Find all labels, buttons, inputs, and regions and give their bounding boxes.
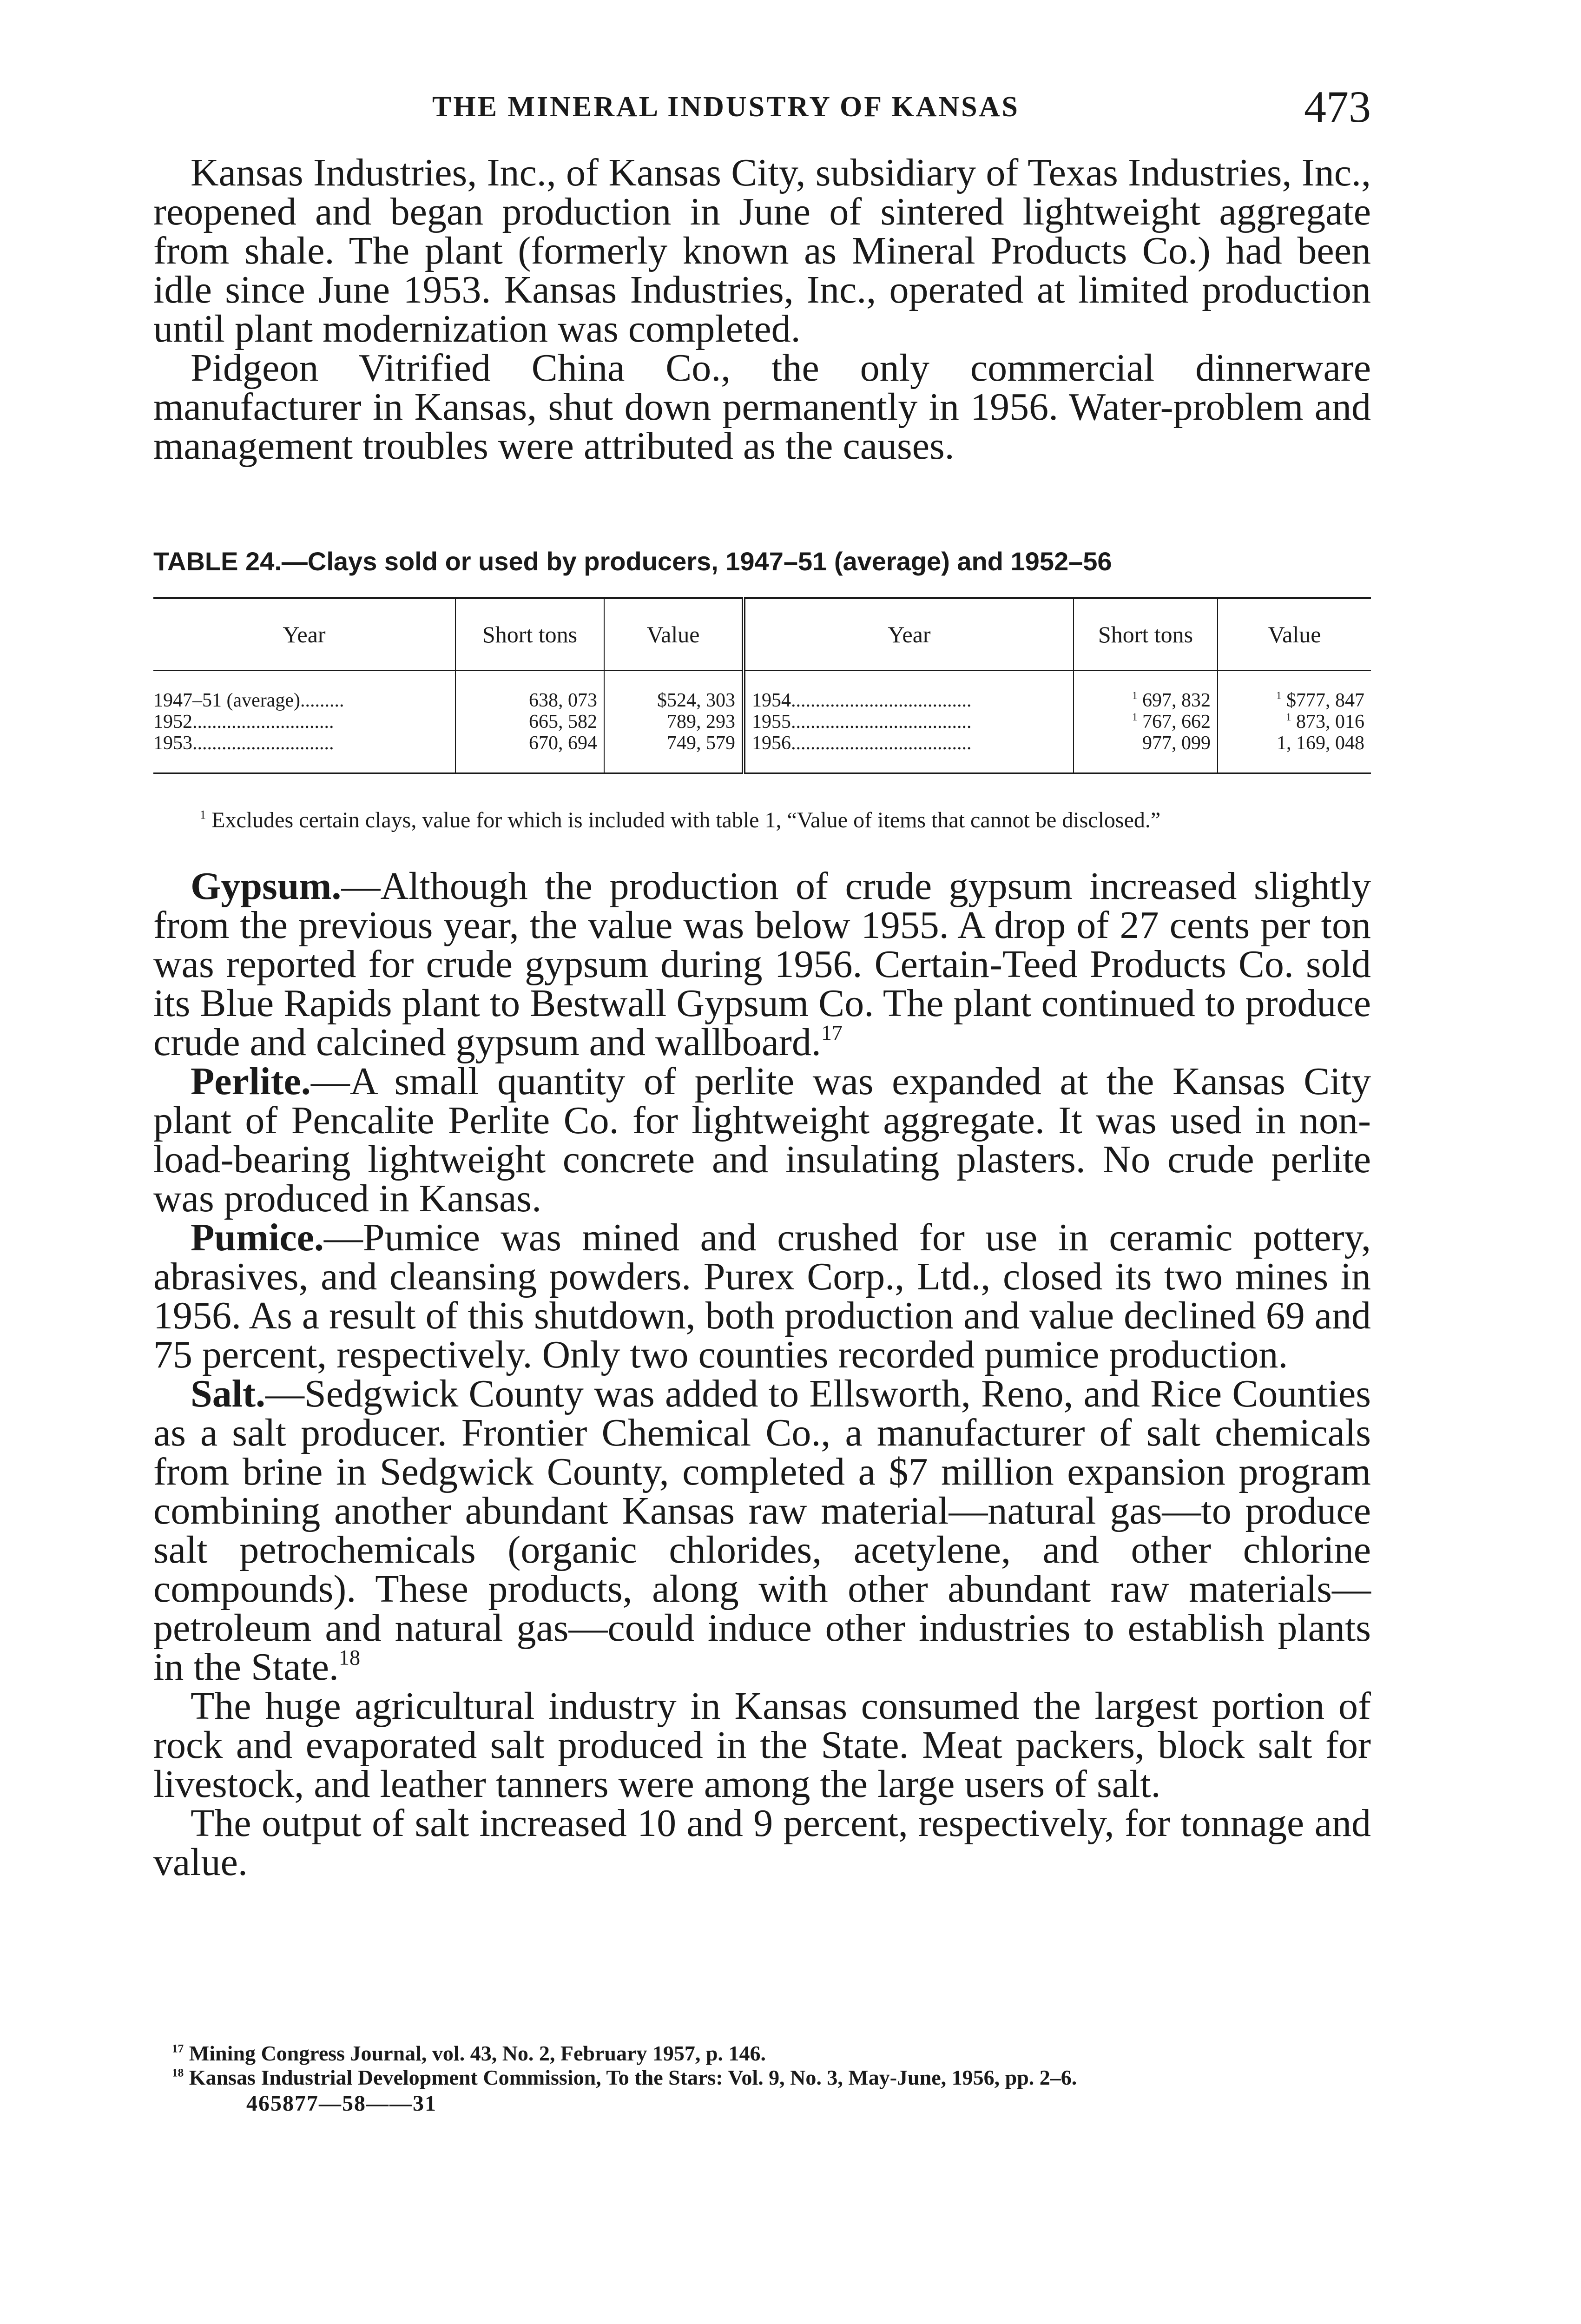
cell-year: 1956..................................... xyxy=(744,733,1074,773)
clays-table xyxy=(153,597,1371,774)
cell-year: 1953............................. xyxy=(153,733,455,773)
cell-short-tons: $^1$ 767, 662 xyxy=(1074,711,1218,733)
table-row xyxy=(153,733,1371,773)
paragraph-pumice: Pumice.—Pumice was mined and crushed for use in ceramic pottery, abrasives, and cleansing powders. Purex Corp., Ltd., closed its two mines in 1956. As a result of this shutdown, both production and value declined 69 and 75 percent, respectively. Only two counties recorded pumice production. xyxy=(153,1216,1371,1376)
cell-year: 1955..................................... xyxy=(744,711,1074,733)
print-code: 465877—58——31 xyxy=(246,2091,437,2116)
table-row xyxy=(153,671,1371,712)
cell-value: 789, 293 xyxy=(604,711,744,733)
cell-short-tons: 670, 694 xyxy=(455,733,604,773)
footnote-17: $^{17}$ Mining Congress Journal, vol. 43, No. 2, February 1957, p. 146. xyxy=(172,2041,766,2065)
mineral-sections xyxy=(153,867,1371,1882)
intro-text xyxy=(153,153,1371,466)
page-header xyxy=(153,81,1371,132)
cell-short-tons: 977, 099 xyxy=(1074,733,1218,773)
section-heading: Salt. xyxy=(191,1372,266,1415)
table-row xyxy=(153,711,1371,733)
footnote-ref: 18 xyxy=(338,1645,361,1670)
col-header-short-tons: Short tons xyxy=(455,598,604,671)
paragraph-salt: Salt.—Sedgwick County was added to Ellsworth, Reno, and Rice Counties as a salt producer. Frontier Chemical Co., a manufacturer of salt chemicals from brine in Sedgwick County, completed a $7 million expansion program combining another abundant Kansas raw material—natural gas—to produce salt petrochemicals (organic chlorides, acetylene, and other chlorine compounds). These products, along with other abundant raw materials—petroleum and natural gas—could induce other industries to establish plants in the State.$^{18}$ xyxy=(153,1372,1371,1689)
paragraph-agricultural-salt: The huge agricultural industry in Kansas consumed the largest portion of rock and evaporated salt produced in the State. Meat packers, block salt for livestock, and leather tanners were among the large users of salt. xyxy=(153,1684,1371,1806)
cell-value: 1, 169, 048 xyxy=(1218,733,1371,773)
running-title: THE MINERAL INDUSTRY OF KANSAS xyxy=(432,91,1020,123)
paragraph-kansas-industries: Kansas Industries, Inc., of Kansas City, subsidiary of Texas Industries, Inc., reopened and began production in June of sintered lightweight aggregate from shale. The plant (formerly known as Mineral Products Co.) had been idle since June 1953. Kansas Industries, Inc., operated at limited production until plant modernization was completed. xyxy=(153,151,1371,350)
page-footnotes xyxy=(172,2041,1380,2090)
paragraph-gypsum: Gypsum.—Although the production of crude gypsum increased slightly from the previous year, the value was below 1955. A drop of 27 cents per ton was reported for crude gypsum during 1956. Certain-Teed Products Co. sold its Blue Rapids plant to Bestwall Gypsum Co. The plant continued to produce crude and calcined gypsum and wallboard.$^{17}$ xyxy=(153,865,1371,1064)
cell-short-tons: 638, 073 xyxy=(455,671,604,712)
col-header-year: Year xyxy=(744,598,1074,671)
footnote-18: $^{18}$ Kansas Industrial Development Commission, To the Stars: Vol. 9, No. 3, May-June, 1956, pp. 2–6. xyxy=(172,2066,1077,2089)
cell-year: 1947–51 (average)......... xyxy=(153,690,344,711)
paragraph-salt-output: The output of salt increased 10 and 9 percent, respectively, for tonnage and value. xyxy=(153,1802,1371,1884)
cell-year: 1952............................. xyxy=(153,711,334,733)
cell-year: 1954..................................... xyxy=(744,671,1074,712)
section-heading: Perlite. xyxy=(191,1060,311,1103)
cell-short-tons: 665, 582 xyxy=(455,711,604,733)
section-heading: Pumice. xyxy=(191,1216,324,1259)
cell-value: $^1$ 873, 016 xyxy=(1218,711,1371,733)
table-footnote: $^1$ Excludes certain clays, value for which is included with table 1, “Value of items that cannot be disclosed.” xyxy=(200,807,1161,832)
table-title: TABLE 24.—Clays sold or used by producers, 1947–51 (average) and 1952–56 xyxy=(153,547,1112,576)
col-header-short-tons: Short tons xyxy=(1074,598,1218,671)
cell-short-tons: $^1$ 697, 832 xyxy=(1074,671,1218,712)
clays-table-container xyxy=(153,597,1371,781)
paragraph-pidgeon-china: Pidgeon Vitrified China Co., the only commercial dinnerware manufacturer in Kansas, shut down permanently in 1956. Water-problem and management troubles were attributed as the causes. xyxy=(153,346,1371,468)
table-header-row xyxy=(153,598,1371,671)
cell-value: $^1$ $777, 847 xyxy=(1218,671,1371,712)
col-header-year: Year xyxy=(153,598,455,671)
footnote-ref: 17 xyxy=(821,1021,843,1045)
cell-value: $524, 303 xyxy=(604,671,744,712)
col-header-value: Value xyxy=(1218,598,1371,671)
section-heading: Gypsum. xyxy=(191,865,342,908)
paragraph-perlite: Perlite.—A small quantity of perlite was expanded at the Kansas City plant of Pencalite Perlite Co. for lightweight aggregate. It was used in non-load-bearing lightweight concrete and insulating plasters. No crude perlite was produced in Kansas. xyxy=(153,1060,1371,1220)
col-header-value: Value xyxy=(604,598,744,671)
cell-value: 749, 579 xyxy=(604,733,744,773)
page-number: 473 xyxy=(1304,82,1371,132)
